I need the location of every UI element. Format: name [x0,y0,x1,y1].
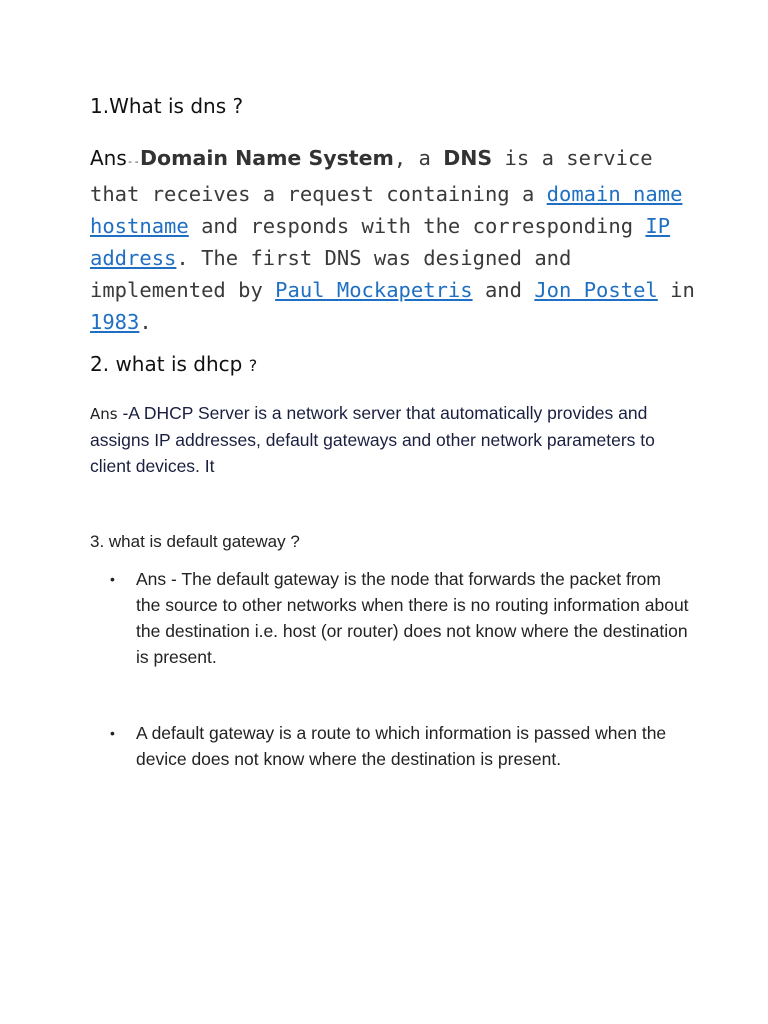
link-domain-name[interactable]: domain name [546,182,683,206]
list-item: • A default gateway is a route to which information is passed when the device does not know where the destination is present. [110,720,690,772]
term-dns: DNS [443,146,493,170]
answer-text: . [139,310,152,334]
term-domain-name-system: Domain Name System [140,146,394,170]
answer-dash: -- [126,155,141,168]
link-paul-mockapetris[interactable]: Paul Mockapetris [275,278,473,302]
answer-text: -A DHCP Server is a network server that automatically provides and assigns IP addresses, default gateways and other network parameters to client devices. It [90,403,655,476]
link-hostname[interactable]: hostname [90,214,189,238]
answer-text: and responds with the corresponding [188,214,646,238]
question-1-heading: 1.What is dns ? [90,94,244,118]
answer-1-paragraph [90,142,710,338]
link-jon-postel[interactable]: Jon Postel [534,278,658,302]
list-item: • Ans - The default gateway is the node that forwards the packet from the source to other networks when there is no routing information about the destination i.e. host (or router) does not know where the destination is present. [110,566,690,670]
question-number: 2 [90,352,103,376]
link-1983[interactable]: 1983 [90,310,140,334]
answer-2-paragraph [90,400,690,479]
question-mark: ? [248,356,258,375]
answer-3-bullet-list [110,566,690,772]
question-3-heading: 3. what is default gateway ? [90,532,300,551]
answer-prefix: Ans [90,146,127,170]
answer-text: . The first DNS was designed and implemented by [90,246,572,302]
answer-text: , a [393,146,444,170]
answer-text: and [472,278,535,302]
answer-prefix: Ans [90,405,118,423]
question-2-heading [90,352,257,376]
answer-text: is a service that receives a request containing a [90,146,653,206]
link-ip-address[interactable]: IP address [90,214,671,270]
answer-text: in [657,278,695,302]
question-text: . what is dhcp [102,352,249,376]
